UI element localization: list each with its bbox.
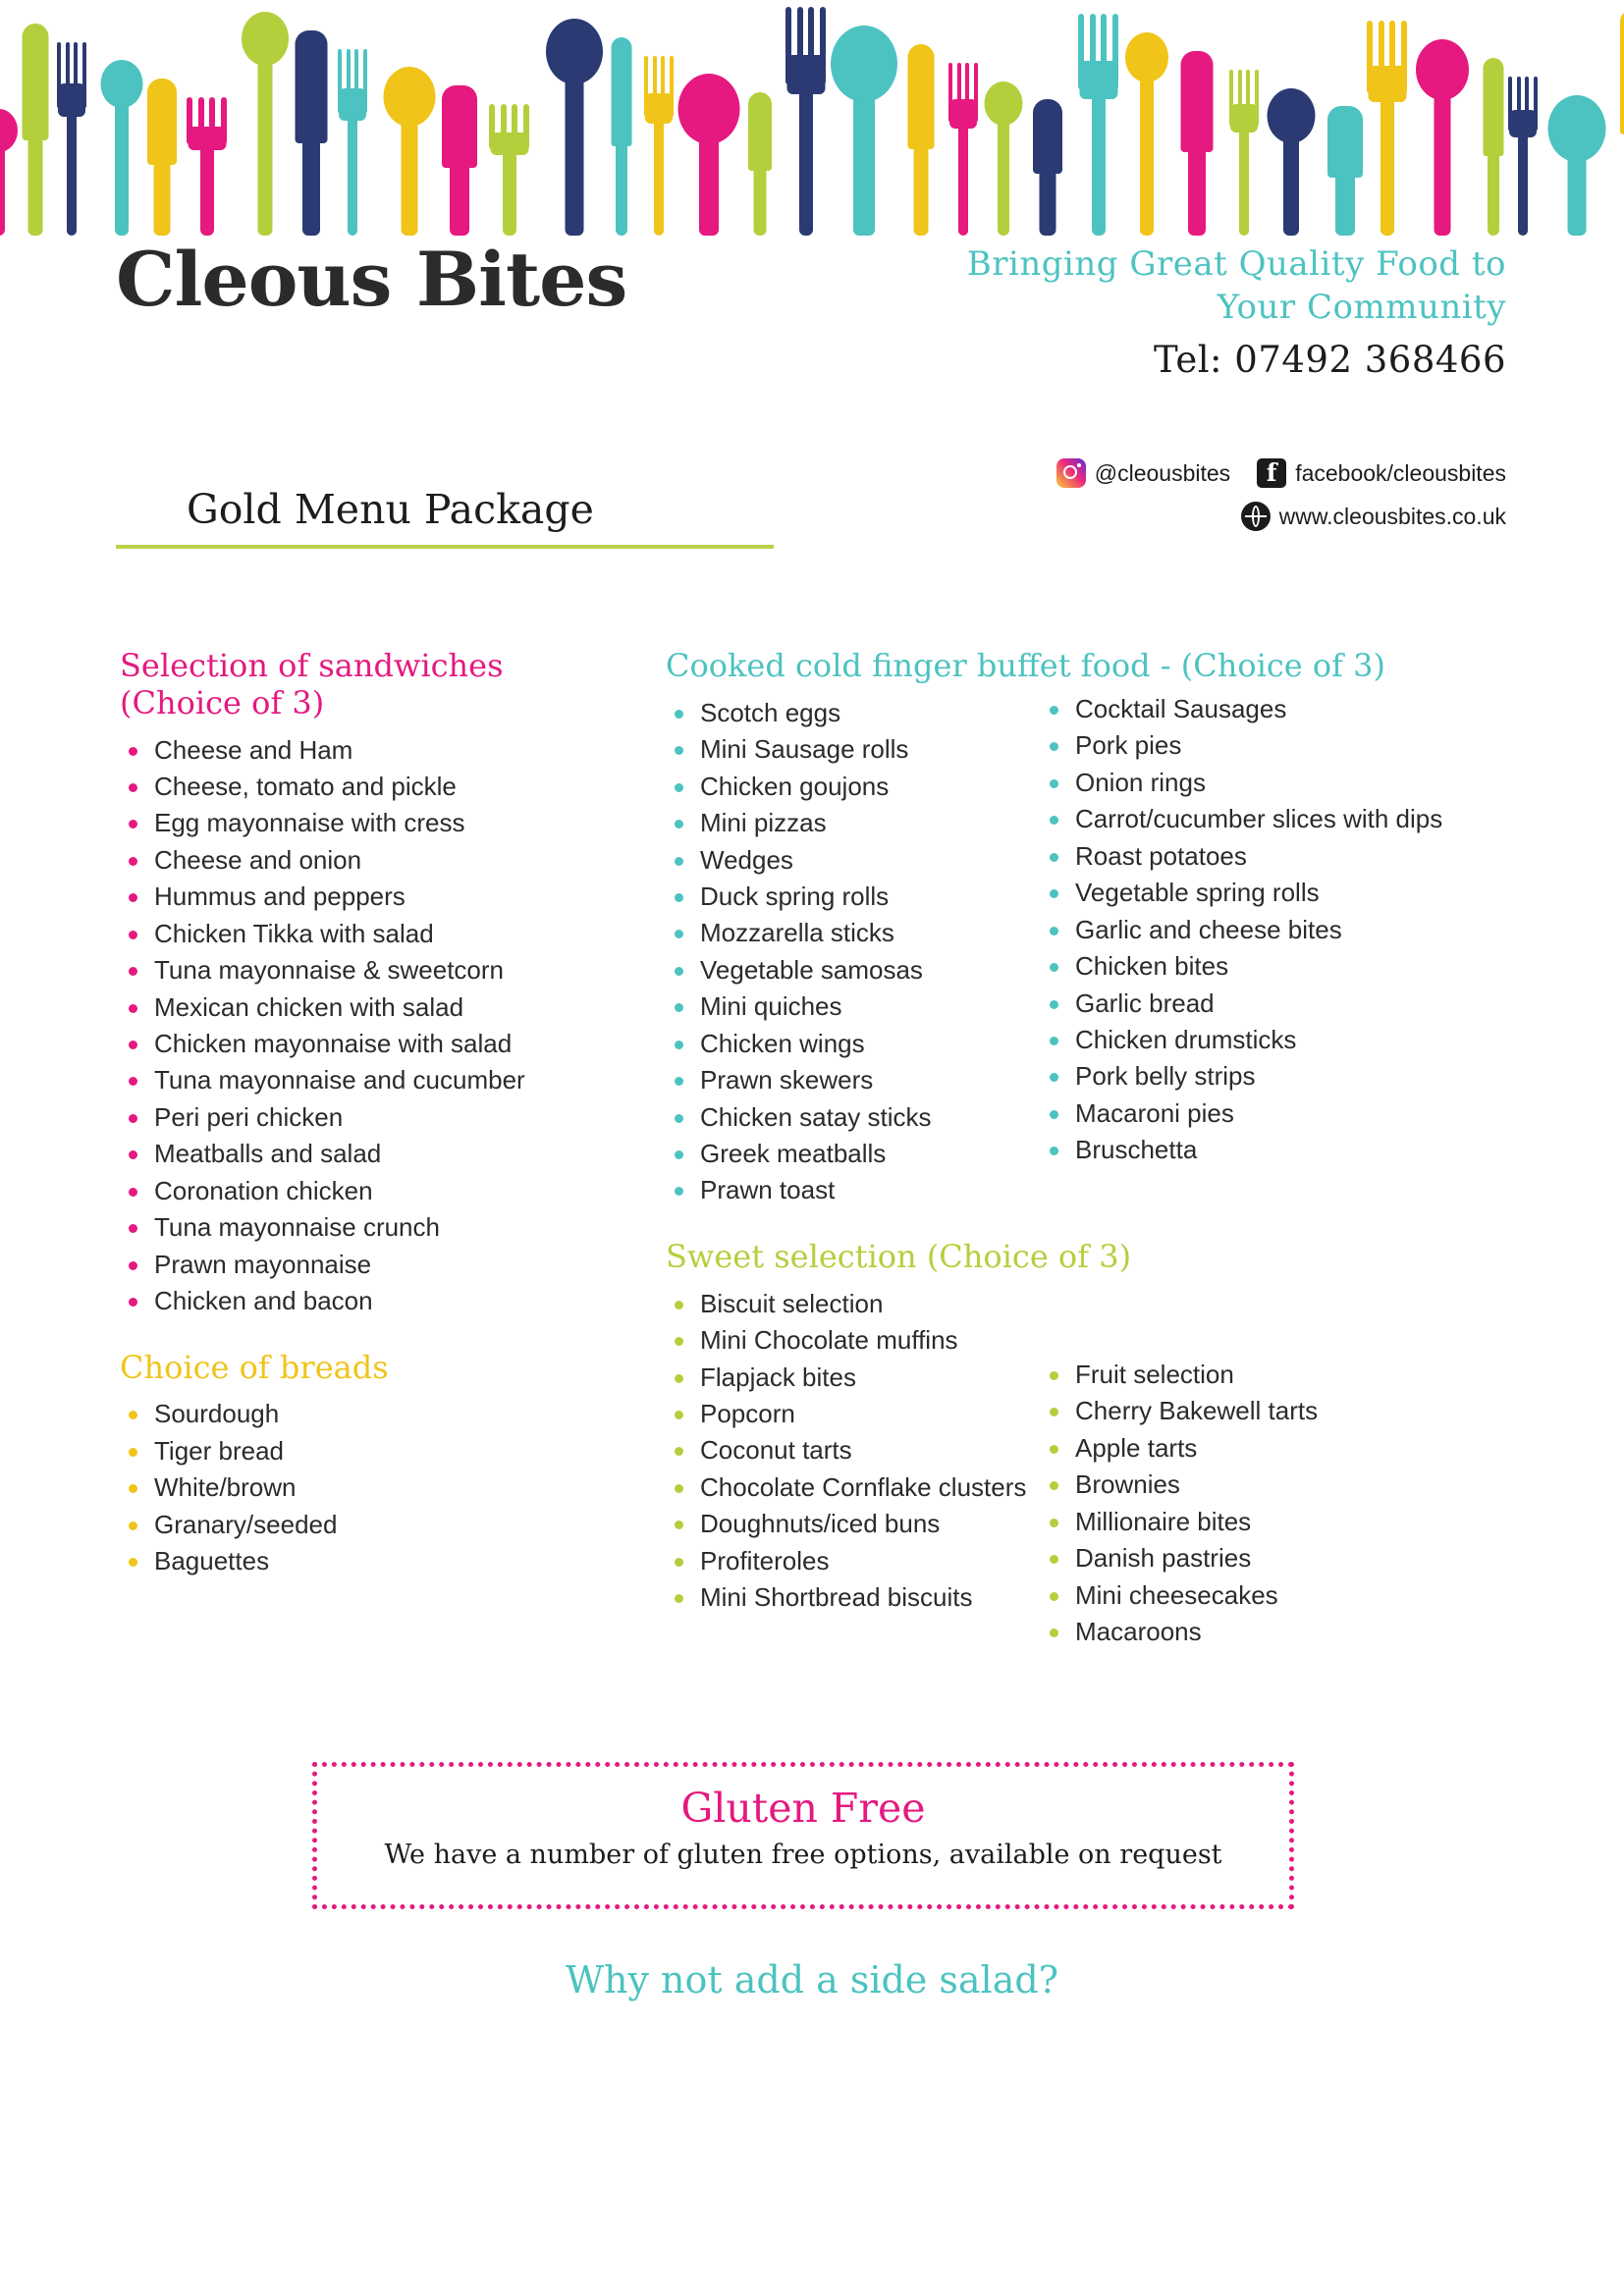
knife-icon — [748, 92, 772, 236]
list-item: Profiteroles — [666, 1543, 1058, 1579]
telephone: Tel: 07492 368466 — [1154, 339, 1506, 381]
website-link[interactable] — [1241, 502, 1506, 531]
fork-icon — [489, 104, 529, 236]
list-item: Scotch eggs — [666, 695, 1058, 731]
list-item: Cheese, tomato and pickle — [120, 769, 630, 805]
list-item: Vegetable spring rolls — [1041, 875, 1551, 911]
list-item: Macaroons — [1041, 1614, 1551, 1650]
fork-icon — [948, 63, 978, 236]
list-item: Chicken satay sticks — [666, 1099, 1058, 1136]
list-item: Mini Chocolate muffins — [666, 1322, 1058, 1359]
spoon-icon — [1547, 95, 1605, 236]
list-sweet-right — [1041, 1357, 1551, 1651]
list-item: Chicken and bacon — [120, 1283, 630, 1319]
facebook-handle: facebook/cleousbites — [1295, 459, 1506, 486]
list-item: Greek meatballs — [666, 1136, 1058, 1172]
title-underline — [116, 545, 774, 549]
list-item: Duck spring rolls — [666, 879, 1058, 915]
list-item: Chicken goujons — [666, 769, 1058, 805]
list-item: Tuna mayonnaise and cucumber — [120, 1062, 630, 1098]
instagram-handle: @cleousbites — [1094, 459, 1231, 486]
list-item: Granary/seeded — [120, 1507, 630, 1543]
list-item: Mini cheesecakes — [1041, 1577, 1551, 1614]
list-item: Chicken bites — [1041, 948, 1551, 985]
knife-icon — [1620, 10, 1624, 236]
list-item: Pork pies — [1041, 727, 1551, 764]
list-item: Tuna mayonnaise crunch — [120, 1209, 630, 1246]
section-title-sweet: Sweet selection (Choice of 3) — [666, 1237, 1132, 1275]
list-item: Mozzarella sticks — [666, 915, 1058, 951]
list-item: Mexican chicken with salad — [120, 989, 630, 1026]
spoon-icon — [677, 74, 739, 236]
list-item: Fruit selection — [1041, 1357, 1551, 1393]
spoon-icon — [984, 81, 1022, 236]
list-item: Mini pizzas — [666, 805, 1058, 841]
list-item: Vegetable samosas — [666, 952, 1058, 988]
list-item: Carrot/cucumber slices with dips — [1041, 801, 1551, 837]
fork-icon — [644, 56, 674, 236]
list-item: Sourdough — [120, 1396, 630, 1432]
spoon-icon — [0, 109, 18, 236]
facebook-link[interactable] — [1257, 458, 1506, 488]
list-item: Prawn toast — [666, 1172, 1058, 1208]
gluten-free-subtitle: We have a number of gluten free options, available on request — [384, 1840, 1222, 1870]
list-breads — [120, 1396, 630, 1579]
list-item: Millionaire bites — [1041, 1504, 1551, 1540]
website-url: www.cleousbites.co.uk — [1278, 503, 1506, 529]
list-item: Prawn skewers — [666, 1062, 1058, 1098]
instagram-link[interactable] — [1056, 458, 1230, 488]
gluten-free-title: Gluten Free — [680, 1785, 926, 1832]
list-item: Garlic and cheese bites — [1041, 912, 1551, 948]
list-item: Cheese and onion — [120, 842, 630, 879]
knife-icon — [147, 79, 177, 236]
side-salad-note: Why not add a side salad? — [565, 1958, 1059, 2002]
spoon-icon — [831, 26, 897, 236]
list-item: Egg mayonnaise with cress — [120, 805, 630, 841]
list-item: Bruschetta — [1041, 1132, 1551, 1168]
list-item: Coronation chicken — [120, 1173, 630, 1209]
list-buffet-left — [666, 695, 1058, 1209]
list-buffet-right — [1041, 691, 1551, 1169]
spoon-icon — [1267, 88, 1315, 236]
list-item: Wedges — [666, 842, 1058, 879]
knife-icon — [611, 37, 631, 236]
page-title: Gold Menu Package — [187, 486, 594, 533]
fork-icon — [1229, 70, 1259, 236]
social-links — [956, 458, 1506, 545]
list-item: Garlic bread — [1041, 986, 1551, 1022]
list-item: Danish pastries — [1041, 1540, 1551, 1576]
list-item: Macaroni pies — [1041, 1095, 1551, 1132]
list-sweet-left — [666, 1286, 1058, 1617]
list-item: Mini quiches — [666, 988, 1058, 1025]
list-item: Apple tarts — [1041, 1430, 1551, 1467]
instagram-icon — [1056, 458, 1086, 488]
spoon-icon — [1416, 39, 1469, 236]
list-item: Pork belly strips — [1041, 1058, 1551, 1095]
fork-icon — [1367, 21, 1407, 236]
section-title-sandwiches: Selection of sandwiches (Choice of 3) — [120, 647, 504, 721]
list-item: Mini Sausage rolls — [666, 731, 1058, 768]
section-title-breads: Choice of breads — [120, 1348, 389, 1386]
list-item: Baguettes — [120, 1543, 630, 1579]
spoon-icon — [242, 12, 289, 236]
list-item: Doughnuts/iced buns — [666, 1506, 1058, 1542]
list-item: Cheese and Ham — [120, 732, 630, 769]
knife-icon — [1483, 58, 1503, 236]
list-item: Roast potatoes — [1041, 838, 1551, 875]
list-item: Chicken mayonnaise with salad — [120, 1026, 630, 1062]
fork-icon — [57, 42, 86, 236]
knife-icon — [1180, 51, 1213, 236]
list-sandwiches — [120, 732, 630, 1320]
list-item: Chicken Tikka with salad — [120, 916, 630, 952]
knife-icon — [22, 24, 48, 236]
list-item: Hummus and peppers — [120, 879, 630, 915]
list-item: Meatballs and salad — [120, 1136, 630, 1172]
fork-icon — [187, 97, 227, 236]
fork-icon — [338, 49, 367, 236]
list-item: Chicken drumsticks — [1041, 1022, 1551, 1058]
knife-icon — [907, 44, 934, 236]
brand-title: Cleous Bites — [116, 236, 627, 323]
spoon-icon — [546, 19, 603, 236]
section-title-buffet: Cooked cold finger buffet food - (Choice of 3) — [666, 647, 1385, 684]
column-buffet-right — [1041, 691, 1551, 1169]
list-item: Prawn mayonnaise — [120, 1247, 630, 1283]
knife-icon — [442, 85, 477, 236]
tagline: Bringing Great Quality Food to Your Community — [966, 244, 1506, 327]
list-item: Mini Shortbread biscuits — [666, 1579, 1058, 1616]
list-item: Tuna mayonnaise & sweetcorn — [120, 952, 630, 988]
list-item: Brownies — [1041, 1467, 1551, 1503]
decorative-cutlery-band-bottom — [0, 2041, 1624, 2296]
list-item: Flapjack bites — [666, 1360, 1058, 1396]
list-item: Peri peri chicken — [120, 1099, 630, 1136]
spoon-icon — [1125, 32, 1168, 236]
globe-icon — [1241, 502, 1271, 531]
list-item: Onion rings — [1041, 765, 1551, 801]
list-item: Tiger bread — [120, 1433, 630, 1469]
fork-icon — [1508, 77, 1538, 236]
list-item: White/brown — [120, 1469, 630, 1506]
column-sandwiches — [120, 648, 630, 1579]
fork-icon — [785, 7, 826, 236]
knife-icon — [1327, 106, 1363, 236]
list-item: Biscuit selection — [666, 1286, 1058, 1322]
list-item: Popcorn — [666, 1396, 1058, 1432]
spoon-icon — [100, 60, 142, 236]
decorative-cutlery-band-top — [0, 0, 1624, 236]
gluten-free-box — [312, 1762, 1294, 1909]
list-item: Cocktail Sausages — [1041, 691, 1551, 727]
knife-icon — [295, 30, 327, 236]
fork-icon — [1078, 14, 1118, 236]
list-item: Chicken wings — [666, 1026, 1058, 1062]
list-item: Chocolate Cornflake clusters — [666, 1469, 1058, 1506]
list-item: Cherry Bakewell tarts — [1041, 1393, 1551, 1429]
spoon-icon — [383, 67, 435, 236]
column-sweet-right — [1041, 1357, 1551, 1651]
knife-icon — [1033, 99, 1062, 236]
list-item: Coconut tarts — [666, 1432, 1058, 1468]
facebook-icon: f — [1257, 458, 1286, 488]
